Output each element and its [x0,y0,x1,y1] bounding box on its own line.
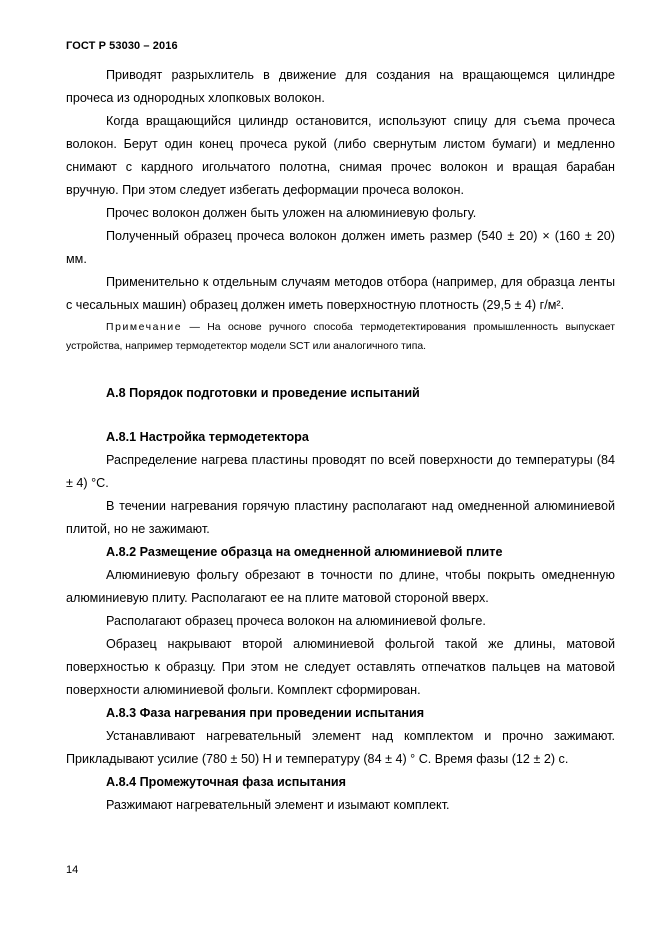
paragraph: Распределение нагрева пластины проводят по всей поверхности до температуры (84 ± 4) °С. [66,453,615,490]
paragraph: Применительно к отдельным случаям методов отбора (например, для образца ленты с чесальных машин) образец должен иметь поверхностную плотность (29,5 ± 4) г/м². [66,275,615,312]
section-a84-title: А.8.4 Промежуточная фаза испытания [106,775,347,789]
paragraph: Образец накрывают второй алюминиевой фольгой такой же длины, матовой поверхностью к образцу. При этом не следует оставлять отпечатков пальцев на матовой поверхности алюминиевой фольги. Комплект сформирован. [66,637,615,697]
paragraph: Алюминиевую фольгу обрезают в точности по длине, чтобы покрыть омедненную алюминиевую плиту. Располагают ее на плите матовой стороной вверх. [66,568,615,605]
section-a81-title: А.8.1 Настройка термодетектора [106,430,309,444]
paragraph: Когда вращающийся цилиндр остановится, используют спицу для съема прочеса волокон. Берут один конец прочеса рукой (либо свернутым листом бумаги) и медленно снимают с кардного игольчатого полотна, снимая прочес волокон и вращая барабан вручную. При этом следует избегать деформации прочеса волокон. [66,114,615,197]
note [66,318,615,356]
paragraph: Прочес волокон должен быть уложен на алюминиевую фольгу. [106,206,477,220]
paragraph: Располагают образец прочеса волокон на алюминиевой фольге. [106,614,486,628]
paragraph: Устанавливают нагревательный элемент над комплектом и прочно зажимают. Прикладывают усилие (780 ± 50) Н и температуру (84 ± 4) ° С. Время фазы (12 ± 2) с. [66,729,615,766]
paragraph: В течении нагревания горячую пластину располагают над омедненной алюминиевой плитой, но не зажимают. [66,499,615,536]
section-a82-title: А.8.2 Размещение образца на омедненной алюминиевой плите [106,545,503,559]
note-text: — На основе ручного способа термодетектирования промышленность выпускает устройства, например термодетектор модели SCT или аналогичного типа. [66,322,615,352]
paragraph: Разжимают нагревательный элемент и изымают комплект. [106,798,450,812]
section-a8-title: А.8 Порядок подготовки и проведение испытаний [106,386,420,400]
paragraph: Полученный образец прочеса волокон должен иметь размер (540 ± 20) × (160 ± 20) мм. [66,229,615,266]
standard-header: ГОСТ Р 53030 – 2016 [66,40,178,52]
note-label: Примечание [106,322,183,333]
page-number: 14 [66,864,79,876]
section-a83-title: А.8.3 Фаза нагревания при проведении испытания [106,706,425,720]
document-body [66,64,615,817]
paragraph: Приводят разрыхлитель в движение для создания на вращающемся цилиндре прочеса из однородных хлопковых волокон. [66,68,615,105]
